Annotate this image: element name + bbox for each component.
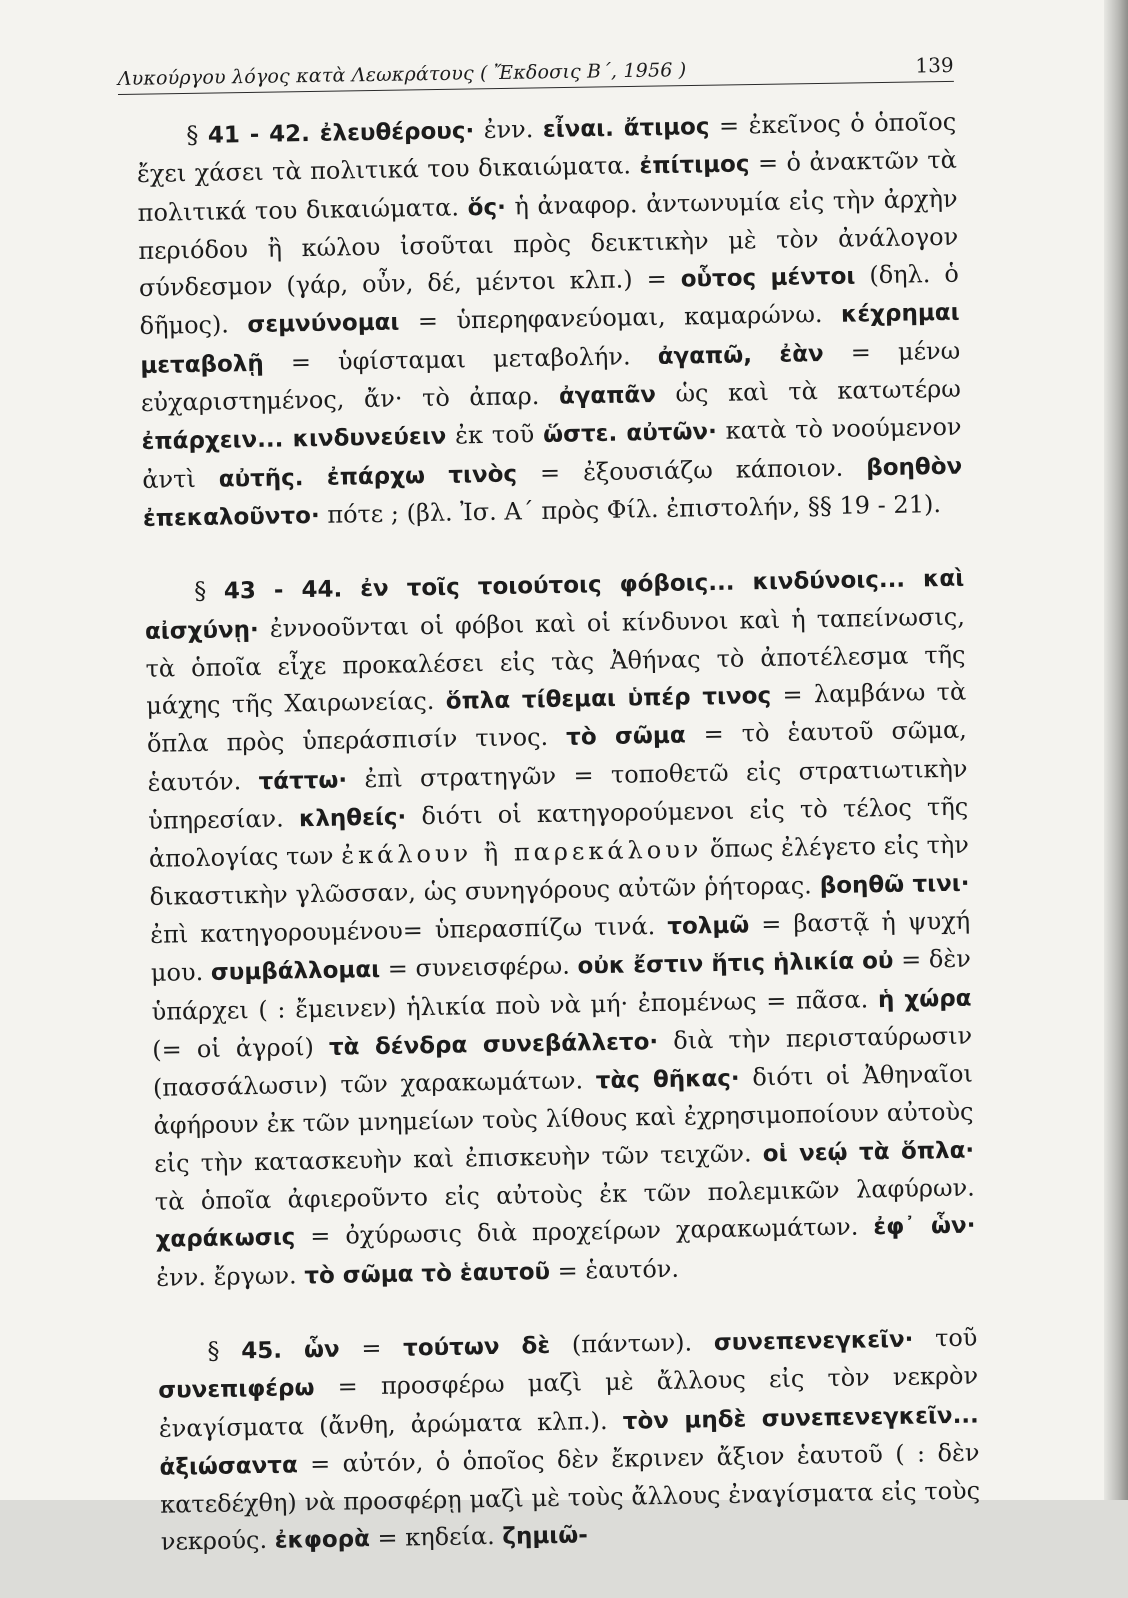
- lemma-term: κέχρημαι μεταβολῇ: [140, 300, 960, 379]
- commentary-text: (πάντων).: [549, 1328, 715, 1359]
- lemma-term: εἶναι. ἄτιμος: [542, 113, 710, 143]
- lemma-term: ὥστε. αὐτῶν·: [542, 419, 718, 449]
- commentary-text: = τὸ ἑαυτοῦ σῶμα, ἑαυτόν.: [147, 716, 968, 797]
- commentary-body: [136, 104, 982, 1598]
- commentary-text: ἐνν.: [473, 114, 544, 145]
- lemma-term: ἀγαπῶ, ἐὰν: [657, 340, 824, 370]
- lemma-term: αὐτῆς. ἐπάρχω τινὸς: [218, 461, 518, 493]
- commentary-text: ἐπὶ στρατηγῶν = τοποθετῶ εἰς στρατιωτικὴν ὑπηρεσίαν.: [148, 754, 968, 835]
- lemma-term: ὅπλα τίθεμαι ὑπέρ τινος: [445, 683, 772, 715]
- commentary-text: = αὐτόν, ὁ ὁποῖος δὲν ἔκρινεν ἄξιον ἑαυτοῦ ( : δὲν κατεδέχθη) νὰ προσφέρῃ μαζὶ μὲ τοὺς ἄλλους ἐναγίσματα εἰς τοὺς νεκρούς.: [159, 1438, 981, 1557]
- lemma-term: συνεπενεγκεῖν·: [713, 1326, 914, 1357]
- commentary-text: §: [186, 120, 209, 150]
- lemma-term: σεμνύνομαι: [247, 309, 400, 339]
- commentary-text: = ἐξουσιάζω κάποιον.: [516, 452, 867, 488]
- lemma-term: βοηθὸν ἐπεκαλοῦντο·: [142, 453, 963, 532]
- lemma-term: ἀγαπᾶν: [558, 382, 657, 410]
- commentary-text: ἐνν. ἔργων.: [155, 1260, 305, 1292]
- commentary-text: = ὑπερηφανεύομαι, καμαρώνω.: [399, 300, 842, 336]
- commentary-text: ὅπως ἐλέγετο εἰς τὴν δικαστικὴν γλῶσσαν, ὡς συνηγόρους αὐτῶν ῥήτορας.: [149, 830, 970, 911]
- lemma-term: οἱ νεῴ τὰ ὅπλα·: [762, 1137, 975, 1167]
- commentary-text: = συνεισφέρω.: [379, 951, 578, 984]
- commentary-text: = ὀχύρωσις διὰ προχείρων χαρακωμάτων.: [295, 1212, 874, 1251]
- commentary-text: ἐπὶ κατηγορουμένου= ὑπερασπίζω τινά.: [150, 911, 668, 949]
- commentary-text: διότι οἱ Ἀθηναῖοι ἀφήρουν ἐκ τῶν μνημείων τοὺς λίθους καὶ ἐχρησιμοποίουν αὐτοὺς εἰς τὴν κατασκευὴν καὶ ἐπισκευὴν τῶν τειχῶν.: [153, 1059, 974, 1178]
- lemma-term: τὸ σῶμα τὸ ἑαυτοῦ: [304, 1258, 551, 1289]
- section-41-42: [136, 104, 963, 539]
- lemma-term: τάττω·: [258, 767, 348, 795]
- commentary-text: πότε ; (βλ. Ἰσ. Α΄ πρὸς Φίλ. ἐπιστολήν, §§ 19 - 21).: [319, 489, 942, 529]
- commentary-text: §: [194, 576, 225, 606]
- lemma-term: τὸ σῶμα: [565, 722, 686, 752]
- lemma-term: ἐπάρχειν... κινδυνεύειν: [141, 424, 447, 456]
- lemma-term: βοηθῶ τινι·: [819, 870, 970, 899]
- lemma-term: ἡ χώρα: [877, 985, 972, 1013]
- commentary-text: ὡς καὶ τὰ κατωτέρω: [655, 374, 962, 409]
- commentary-text: = κηδεία.: [369, 1522, 503, 1553]
- commentary-text: =: [339, 1333, 404, 1363]
- lemma-term: συμβάλλομαι: [210, 957, 381, 987]
- commentary-text: = βαστᾷ ἡ ψυχή μου.: [150, 906, 971, 988]
- page-number: 139: [915, 52, 954, 78]
- lemma-term: ζημιῶ-: [502, 1522, 589, 1551]
- commentary-text: = δὲν ὑπάρχει ( : ἔμεινεν) ἡλικία ποὺ νὰ μή· ἐπομένως = πᾶσα.: [151, 944, 972, 1026]
- commentary-text: = ὁ ἀνακτῶν τὰ πολιτικά του δικαιώματα.: [137, 145, 958, 227]
- commentary-text: = ἑαυτόν.: [549, 1254, 680, 1285]
- commentary-text: τὰ ὁποῖα ἀφιεροῦντο εἰς αὐτοὺς ἐκ τῶν πολεμικῶν λαφύρων.: [154, 1173, 976, 1216]
- lemma-term: 45. ὧν: [240, 1336, 340, 1365]
- lemma-term: τούτων δὲ: [402, 1332, 551, 1362]
- commentary-text: = λαμβάνω τὰ ὅπλα πρὸς ὑπεράσπισίν τινος.: [146, 677, 967, 759]
- commentary-text: κατὰ τὸ νοούμενον ἀντὶ: [142, 413, 962, 494]
- commentary-text: ἐννοοῦνται οἱ φόβοι καὶ οἱ κίνδυνοι καὶ ἡ ταπείνωσις, τὰ ὁποῖα εἶχε προκαλέσει εἰς τὰς Ἀθήνας τὸ ἀποτέλεσμα τῆς μάχης τῆς Χαιρωνείας.: [145, 602, 966, 721]
- lemma-term: οὗτος μέντοι: [680, 263, 856, 293]
- lemma-term: οὐκ ἔστιν ἥτις ἡλικία οὐ: [577, 948, 894, 980]
- commentary-text: = ὑφίσταμαι μεταβολήν.: [263, 341, 658, 377]
- commentary-text: (= οἱ ἀγροί): [152, 1032, 330, 1064]
- lemma-term: ἐφ᾽ ὧν·: [873, 1212, 976, 1241]
- lemma-term: κληθείς·: [298, 804, 407, 833]
- page-header: [117, 43, 954, 95]
- commentary-text: ἡ ἀναφορ. ἀντωνυμία εἰς τὴν ἀρχὴν περιόδου ἢ κώλου ἰσοῦται πρὸς δεικτικὴν μὲ τὸν ἀνάλογον σύνδεσμον (γάρ, οὖν, δέ, μέντοι κλπ.) =: [138, 184, 959, 303]
- commentary-text: = προσφέρω μαζὶ μὲ ἄλλους εἰς τὸν νεκρὸν ἐναγίσματα (ἄνθη, ἀρώματα κλπ.).: [158, 1361, 979, 1443]
- commentary-text: διότι οἱ κατηγορούμενοι εἰς τὸ τέλος τῆς ἀπολογίας των: [148, 792, 969, 874]
- commentary-text: τοῦ: [913, 1323, 978, 1353]
- lemma-term: συνεπιφέρω: [157, 1375, 315, 1405]
- commentary-text: ἐκάλουν ἢ παρεκάλουν: [340, 835, 703, 870]
- lemma-term: 43 - 44. ἐν τοῖς τοιούτοις φόβοις... κινδύνοις... καὶ αἰσχύνῃ·: [144, 565, 965, 645]
- running-title: Λυκούργου λόγος κατὰ Λεωκράτους ( Ἔκδοσις Β΄, 1956 ): [117, 59, 687, 91]
- commentary-text: = ἐκεῖνος ὁ ὁποῖος ἔχει χάσει τὰ πολιτικά του δικαιώματα.: [136, 107, 957, 189]
- page-edge: [1104, 0, 1128, 1500]
- lemma-term: ἐκφορὰ: [274, 1526, 371, 1555]
- lemma-term: χαράκωσις: [155, 1224, 296, 1254]
- commentary-text: §: [207, 1336, 242, 1365]
- commentary-text: διὰ τὴν περισταύρωσιν (πασσάλωσιν) τῶν χαρακωμάτων.: [152, 1021, 973, 1102]
- commentary-text: ἐκ τοῦ: [446, 420, 544, 451]
- lemma-term: τὸν μηδὲ συνεπενεγκεῖν... ἀξιώσαντα: [159, 1401, 980, 1481]
- lemma-term: τολμῶ: [667, 912, 750, 940]
- lemma-term: τὰς θῆκας·: [595, 1065, 740, 1095]
- commentary-text: = μένω εὐχαριστημένος, ἄν· τὸ ἀπαρ.: [140, 336, 961, 418]
- commentary-text: (δηλ. ὁ δῆμος).: [139, 259, 960, 341]
- lemma-term: ὅς·: [467, 194, 507, 221]
- lemma-term: τὰ δένδρα συνεβάλλετο·: [328, 1028, 659, 1061]
- section-45: [157, 1319, 981, 1562]
- section-43-44: [144, 560, 977, 1298]
- lemma-term: ἐπίτιμος: [639, 151, 750, 180]
- lemma-term: 41 - 42. ἐλευθέρους·: [207, 118, 475, 149]
